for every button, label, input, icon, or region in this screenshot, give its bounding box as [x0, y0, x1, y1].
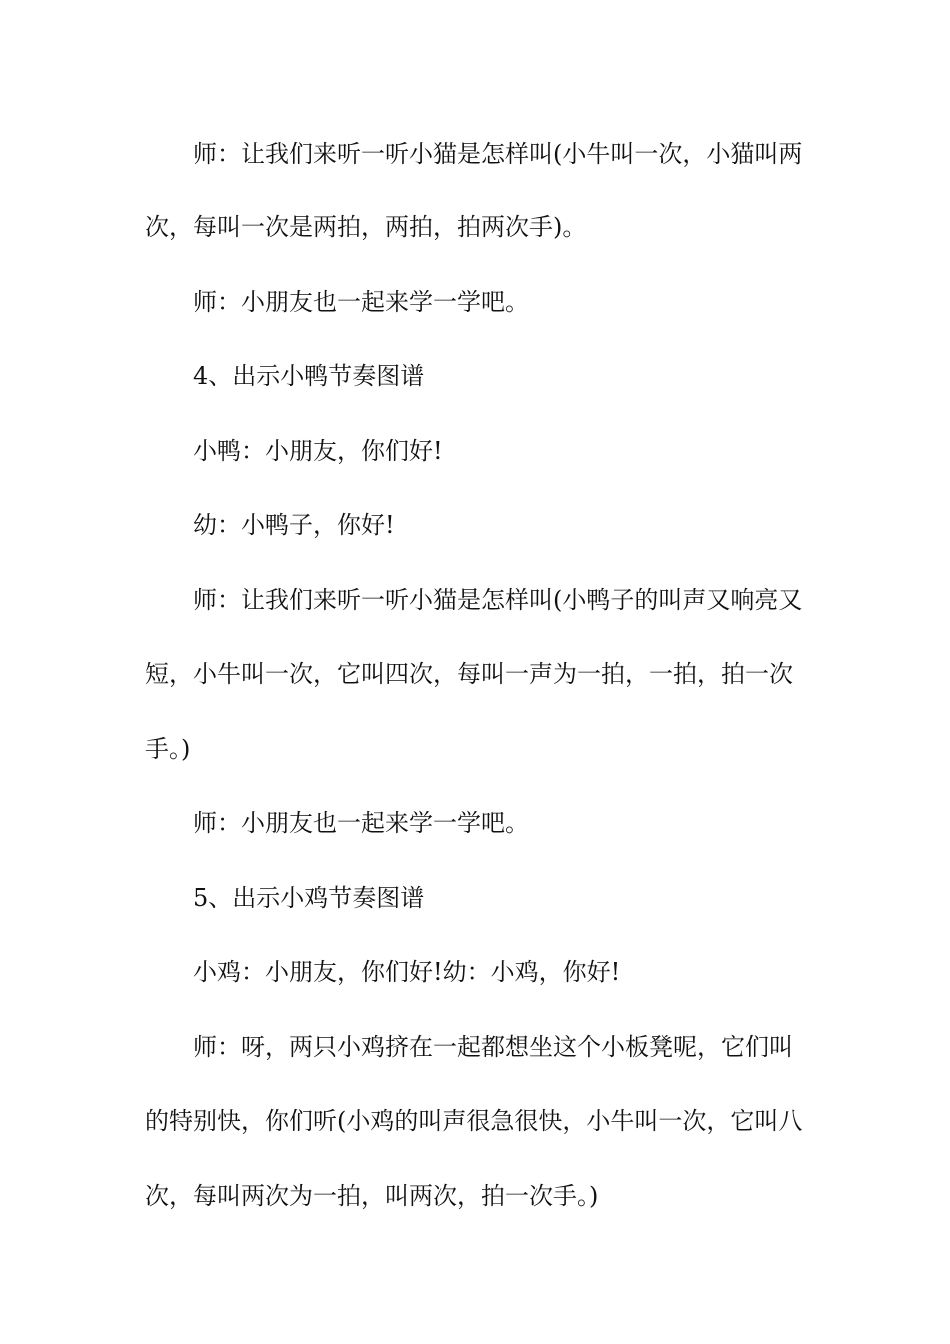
paragraph-line: 师：小朋友也一起来学一学吧。 — [193, 288, 529, 316]
paragraph-line: 次，每叫一次是两拍，两拍，拍两次手)。 — [145, 213, 587, 241]
paragraph-line: 小鸡：小朋友，你们好!幼：小鸡，你好! — [193, 958, 621, 986]
paragraph-line: 次，每叫两次为一拍，叫两次，拍一次手。) — [145, 1182, 599, 1210]
section-heading: 5、出示小鸡节奏图谱 — [193, 884, 425, 912]
paragraph-line: 师：让我们来听一听小猫是怎样叫(小鸭子的叫声又响亮又 — [193, 586, 803, 614]
section-heading: 4、出示小鸭节奏图谱 — [193, 362, 425, 390]
paragraph-line: 的特别快，你们听(小鸡的叫声很急很快，小牛叫一次，它叫八 — [145, 1107, 803, 1135]
paragraph-line: 师：让我们来听一听小猫是怎样叫(小牛叫一次，小猫叫两 — [193, 140, 803, 168]
paragraph-line: 短，小牛叫一次，它叫四次，每叫一声为一拍，一拍，拍一次 — [145, 660, 793, 688]
paragraph-line: 幼：小鸭子，你好! — [193, 511, 395, 539]
paragraph-line: 师：小朋友也一起来学一学吧。 — [193, 809, 529, 837]
paragraph-line: 师：呀，两只小鸡挤在一起都想坐这个小板凳呢，它们叫 — [193, 1033, 793, 1061]
paragraph-line: 手。) — [145, 735, 191, 763]
paragraph-line: 小鸭：小朋友，你们好! — [193, 437, 443, 465]
